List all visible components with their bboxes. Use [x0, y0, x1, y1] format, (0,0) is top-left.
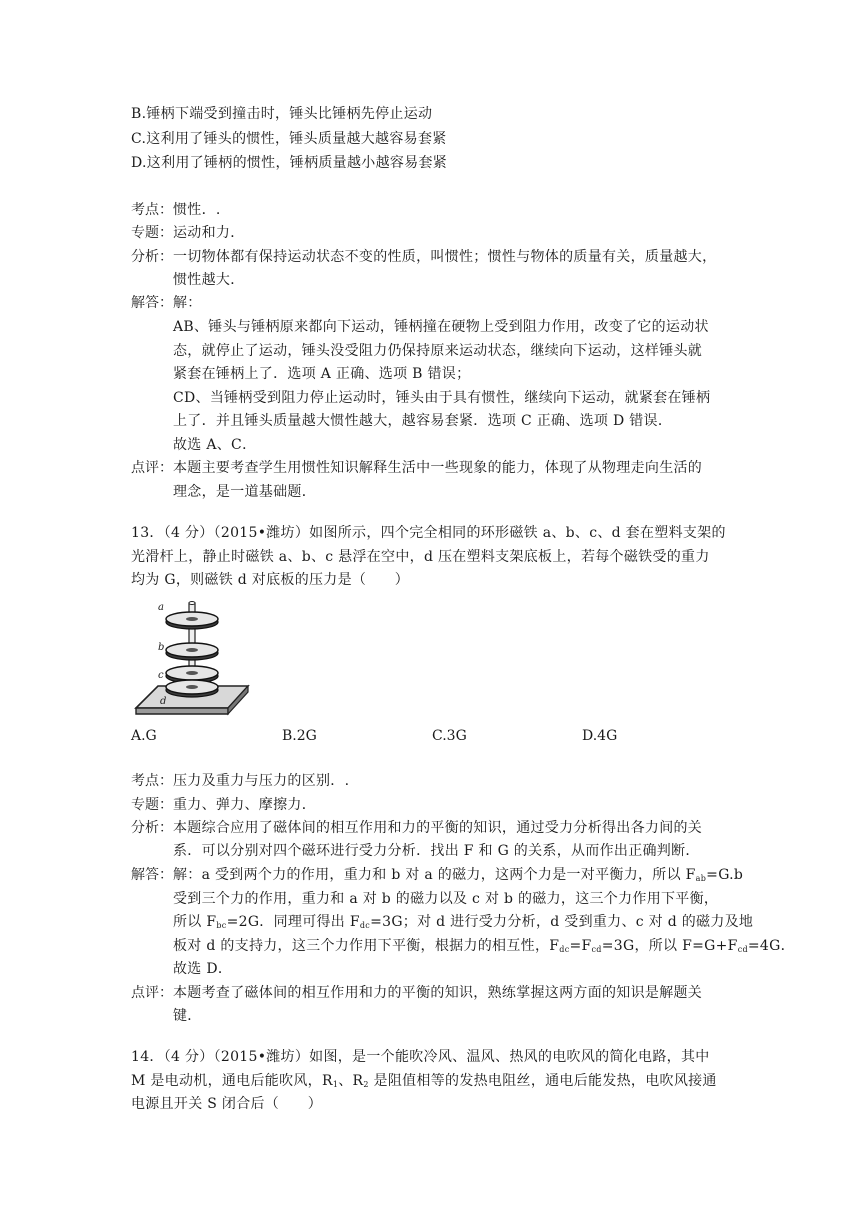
q13-jieda-line: 所以 $F_{bc}=2G$．同理可得出 $F_{dc}=3G$；对 d 进行受力分析，d 受到重力、c 对 d 的磁力及地 [173, 914, 754, 930]
q12-jieda-label: 解答： [131, 295, 173, 311]
q12-dianping-line: 本题主要考查学生用惯性知识解释生活中一些现象的能力，体现了从物理走向生活的 [173, 460, 703, 476]
q12-zhuanti-label: 专题： [131, 225, 173, 241]
q12-dianping-line: 理念，是一道基础题． [173, 484, 316, 500]
base-plate-edge [136, 708, 228, 714]
q13-jieda-label: 解答： [131, 867, 173, 883]
magnet-stand-figure [130, 598, 252, 720]
q13-kaodian: 压力及重力与压力的区别．. [173, 773, 350, 789]
figure-label-b: b [158, 642, 165, 653]
q13-stem-line: 13．（4 分）（2015•潍坊）如图所示，四个完全相同的环形磁铁 a、b、c、d 套在塑料支架的 [131, 525, 726, 541]
q12-jieda-line: 紧套在锤柄上了．选项 A 正确、选项 B 错误； [173, 366, 471, 382]
q12-jieda-line: 上了．并且锤头质量越大惯性越大，越容易套紧．选项 C 正确、选项 D 错误． [173, 413, 673, 429]
q12-jieda-head: 解： [173, 295, 202, 311]
figure-label-c: c [158, 670, 164, 681]
q13-stem-line: 均为 G，则磁铁 d 对底板的压力是（ ） [131, 572, 410, 588]
q13-dianping-line: 本题考查了磁体间的相互作用和力的平衡的知识，熟练掌握这两方面的知识是解题关 [173, 985, 703, 1001]
q12-jieda-line: 态，就停止了运动，锤头没受阻力仍保持原来运动状态，继续向下运动，这样锤头就 [173, 343, 703, 359]
q13-dianping-label: 点评： [131, 985, 173, 1001]
q12-fenxi-line: 惯性越大． [173, 272, 245, 288]
q12-kaodian: 惯性．. [173, 202, 221, 218]
q13-zhuanti: 重力、弹力、摩擦力． [173, 797, 316, 813]
rod-top [189, 602, 195, 605]
q13-jieda-line: 解：a 受到两个力的作用，重力和 b 对 a 的磁力，这两个力是一对平衡力，所以 $F_{ab}=G.b$ [173, 867, 744, 883]
q14-stem-line: 14．（4 分）（2015•潍坊）如图，是一个能吹冷风、温风、热风的电吹风的简化电路，其中 [131, 1049, 710, 1065]
ring-magnet-d [166, 680, 218, 697]
q13-jieda-line: 受到三个力的作用，重力和 a 对 b 的磁力以及 c 对 b 的磁力，这三个力作用下平衡， [173, 891, 719, 907]
q13-fenxi-label: 分析： [131, 820, 173, 836]
q12-jieda-line: 故选 A、C． [173, 437, 257, 453]
q12-jieda-line: CD、当锤柄受到阻力停止运动时，锤头由于具有惯性，继续向下运动，就紧套在锤柄 [173, 390, 711, 406]
q12-option-b: B.锤柄下端受到撞击时，锤头比锤柄先停止运动 [131, 106, 433, 122]
q12-kaodian-label: 考点： [131, 202, 173, 218]
q13-dianping-line: 键． [173, 1008, 202, 1024]
ring-magnet-b [166, 643, 218, 660]
q13-zhuanti-label: 专题： [131, 797, 173, 813]
q12-option-c: C.这利用了锤头的惯性，锤头质量越大越容易套紧 [131, 131, 447, 147]
q12-fenxi-line: 一切物体都有保持运动状态不变的性质，叫惯性；惯性与物体的质量有关，质量越大， [173, 249, 717, 265]
q12-jieda-line: AB、锤头与锤柄原来都向下运动，锤柄撞在硬物上受到阻力作用，改变了它的运动状 [173, 319, 709, 335]
q13-option-c: C.3G [432, 728, 467, 744]
q14-stem-line: 电源且开关 S 闭合后（ ） [131, 1096, 322, 1112]
q13-fenxi-line: 系．可以分别对四个磁环进行受力分析．找出 F 和 G 的关系，从而作出正确判断． [173, 843, 700, 859]
q12-zhuanti: 运动和力． [173, 225, 245, 241]
figure-label-d: d [160, 696, 167, 707]
q13-option-d: D.4G [582, 728, 618, 744]
q12-dianping-label: 点评： [131, 460, 173, 476]
q12-option-d: D.这利用了锤柄的惯性，锤柄质量越小越容易套紧 [131, 155, 448, 171]
figure-label-a: a [158, 602, 164, 613]
q12-fenxi-label: 分析： [131, 249, 173, 265]
q13-jieda-line: 板对 d 的支持力，这三个力作用下平衡，根据力的相互性，$F_{dc}=F_{cd}=3G$，所以 $F=G+F_{cd}=4G$． [173, 938, 795, 954]
q13-jieda-line: 故选 D． [173, 961, 233, 977]
q13-option-b: B.2G [282, 728, 317, 744]
q13-kaodian-label: 考点： [131, 773, 173, 789]
q13-fenxi-line: 本题综合应用了磁体间的相互作用和力的平衡的知识，通过受力分析得出各力间的关 [173, 820, 703, 836]
ring-magnet-a [166, 612, 218, 629]
q13-option-a: A.G [131, 728, 157, 744]
q13-stem-line: 光滑杆上，静止时磁铁 a、b、c 悬浮在空中，d 压在塑料支架底板上，若每个磁铁受的重力 [131, 549, 710, 565]
q14-stem-line: M 是电动机，通电后能吹风，$R_1$、$R_2$ 是阻值相等的发热电阻丝，通电后能发热，电吹风接通 [131, 1073, 717, 1089]
